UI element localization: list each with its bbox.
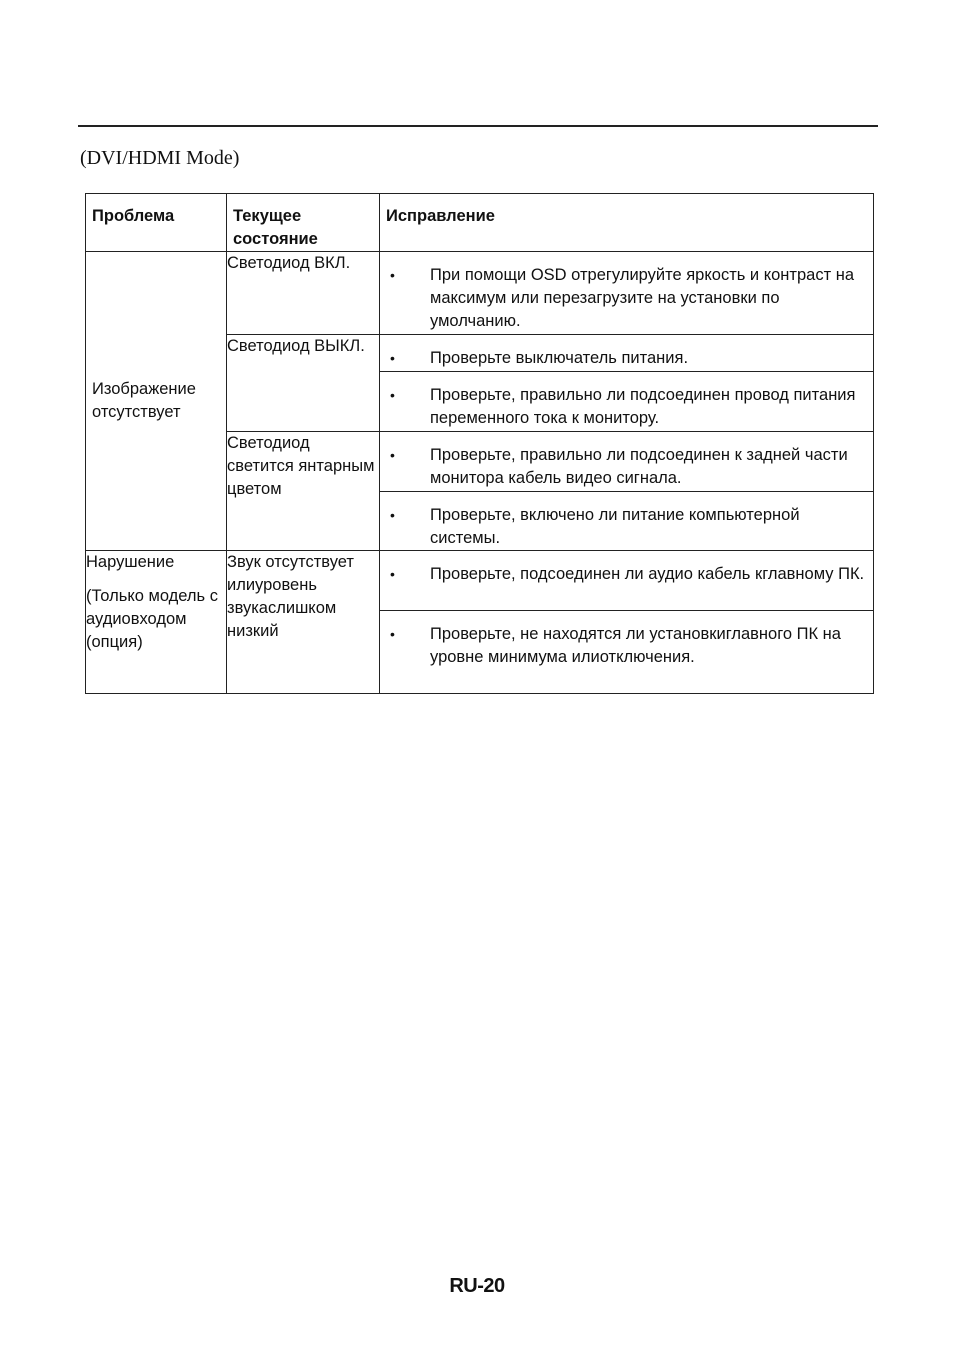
table-row bbox=[86, 252, 874, 335]
fix-cell bbox=[380, 252, 874, 335]
problem-text: Изображение отсутствует bbox=[92, 380, 196, 421]
fix-cell bbox=[380, 372, 874, 432]
top-rule bbox=[78, 125, 878, 127]
bullet-icon: • bbox=[390, 626, 395, 642]
table-header-row bbox=[86, 194, 874, 252]
problem-cell bbox=[86, 252, 227, 551]
fix-text: Проверьте, включено ли питание компьютерной системы. bbox=[430, 506, 800, 547]
state-cell: Звук отсутствует илиуровень звукаслишком низкий bbox=[227, 551, 380, 694]
header-state: Текущее состояние bbox=[227, 194, 380, 252]
problem-text: Нарушение bbox=[86, 553, 175, 571]
state-cell: Светодиод светится янтарным цветом bbox=[227, 432, 380, 551]
fix-text: При помощи OSD отрегулируйте яркость и контраст на максимум или перезагрузите на установки по умолчанию. bbox=[430, 266, 855, 330]
fix-text: Проверьте выключатель питания. bbox=[430, 349, 689, 367]
state-cell: Светодиод ВКЛ. bbox=[227, 252, 380, 335]
fix-cell bbox=[380, 492, 874, 551]
bullet-icon: • bbox=[390, 447, 395, 463]
page-number: RU-20 bbox=[449, 1275, 505, 1297]
state-cell: Светодиод ВЫКЛ. bbox=[227, 335, 380, 432]
fix-text: Проверьте, не находятся ли установкиглавного ПК на уровне минимума илиотключения. bbox=[430, 625, 841, 666]
bullet-icon: • bbox=[390, 566, 395, 582]
bullet-icon: • bbox=[390, 267, 395, 283]
header-fix: Исправление bbox=[380, 194, 874, 252]
fix-text: Проверьте, подсоединен ли аудио кабель кглавному ПК. bbox=[430, 565, 865, 583]
bullet-icon: • bbox=[390, 507, 395, 523]
fix-cell bbox=[380, 551, 874, 611]
mode-title: (DVI/HDMI Mode) bbox=[80, 147, 240, 169]
problem-cell bbox=[86, 551, 227, 694]
fix-cell bbox=[380, 335, 874, 372]
bullet-icon: • bbox=[390, 350, 395, 366]
header-problem: Проблема bbox=[86, 194, 227, 252]
fix-cell bbox=[380, 611, 874, 694]
fix-text: Проверьте, правильно ли подсоединен к задней части монитора кабель видео сигнала. bbox=[430, 446, 848, 487]
problem-note: (Только модель с аудиовходом (опция) bbox=[86, 587, 218, 651]
fix-text: Проверьте, правильно ли подсоединен провод питания переменного тока к монитору. bbox=[430, 386, 856, 427]
troubleshooting-table bbox=[85, 193, 874, 694]
fix-cell bbox=[380, 432, 874, 492]
table-row bbox=[86, 551, 874, 611]
bullet-icon: • bbox=[390, 387, 395, 403]
